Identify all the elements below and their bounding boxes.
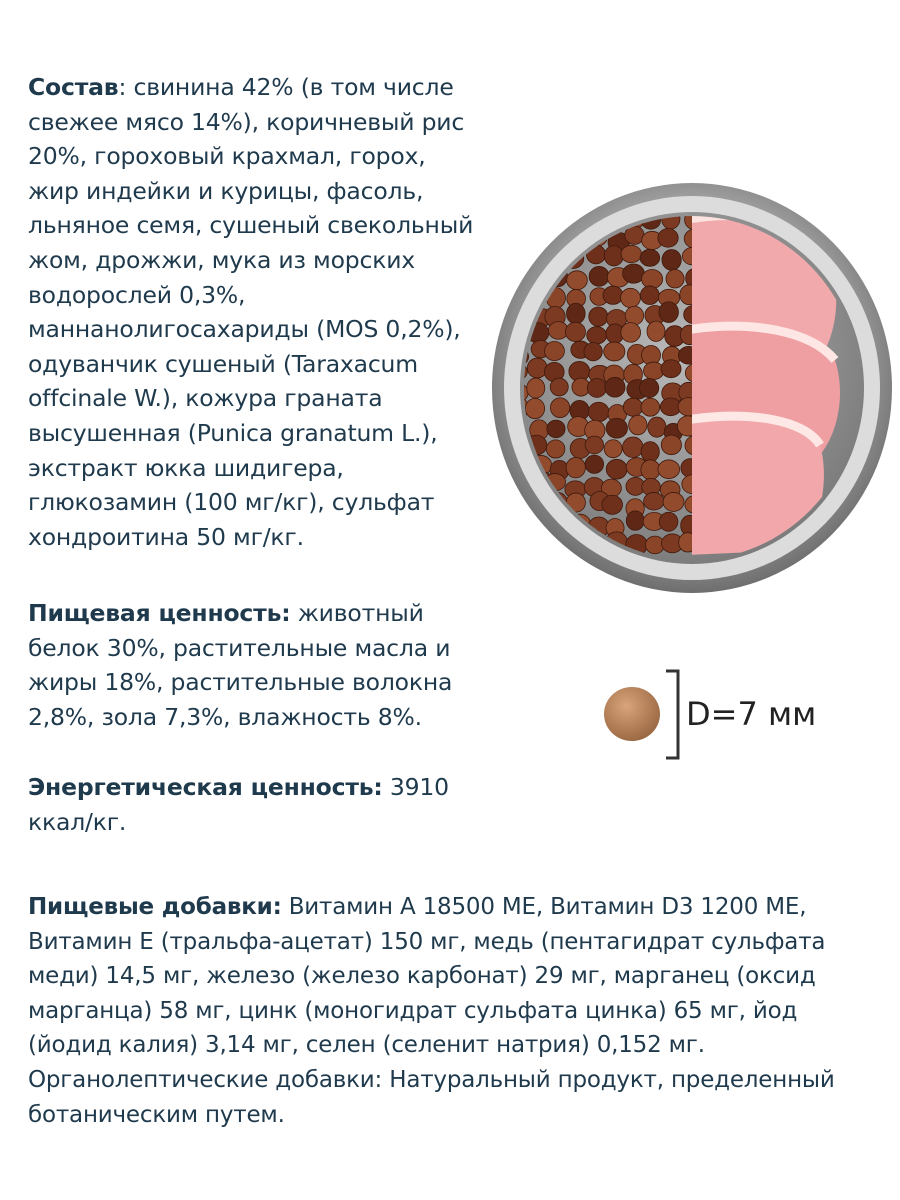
additives-line: ботаническим путем. <box>28 1101 285 1128</box>
additives-line: Витамин Е (тральфа-ацетат) 150 мг, медь (пентагидрат сульфата <box>28 928 826 955</box>
kibble-piece <box>639 379 658 398</box>
kibble-piece <box>528 207 550 226</box>
composition-section <box>28 70 498 554</box>
kibble-piece <box>602 495 623 514</box>
kibble-piece <box>550 398 569 418</box>
kibble-piece <box>603 286 623 304</box>
composition-line: жир индейки и курицы, фасоль, <box>28 176 424 205</box>
kibble-piece <box>621 245 641 262</box>
kibble-piece <box>661 360 681 378</box>
kibble-piece <box>658 228 678 247</box>
nutrition-section <box>28 596 498 734</box>
dimension-bracket <box>666 671 678 758</box>
kibble-piece <box>544 341 564 360</box>
kibble-piece <box>527 358 547 378</box>
kibble-piece <box>567 271 588 290</box>
composition-line: экстракт юкка шидигера, <box>28 453 344 482</box>
kibble-piece <box>604 246 623 266</box>
composition-line: льняное семя, сушеный свекольный <box>28 211 474 240</box>
kibble-diameter-label: D=7 мм <box>686 695 817 733</box>
kibble-piece <box>565 322 585 341</box>
kibble-piece <box>567 303 586 324</box>
kibble-piece <box>546 440 564 458</box>
kibble-piece <box>641 460 660 480</box>
composition-heading: Состав <box>28 73 119 101</box>
kibble-piece <box>659 512 678 531</box>
composition-line: 20%, гороховый крахмал, горох, <box>28 142 426 171</box>
nutrition-line: белок 30%, растительные масла и <box>28 633 451 662</box>
kibble-piece <box>513 517 533 537</box>
kibble-piece <box>527 378 545 398</box>
kibble-piece <box>587 327 607 344</box>
composition-line: маннанолигосахариды (MOS 0,2%), <box>28 315 461 344</box>
kibble-piece <box>626 511 644 530</box>
kibble-piece <box>640 286 659 305</box>
additives-line: (йодид калия) 3,14 мг, селен (селенит натрия) 0,152 мг. <box>28 1032 705 1059</box>
composition-line: высушенная (Punica granatum L.), <box>28 418 438 447</box>
energy-line-1: Энергетическая ценность: 3910 <box>28 773 449 801</box>
kibble-piece <box>606 418 627 438</box>
composition-line: свежее мясо 14%), коричневый рис <box>28 107 465 136</box>
additives-line: марганца) 58 мг, цинк (моногидрат сульфата цинка) 65 мг, йод <box>28 997 798 1024</box>
kibble-piece <box>550 378 568 396</box>
additives-heading: Пищевые добавки: <box>28 894 282 920</box>
kibble-piece <box>625 306 643 325</box>
kibble-piece <box>641 398 660 416</box>
kibble-piece <box>589 307 608 326</box>
composition-line-1: Состав: свинина 42% (в том числе <box>28 73 454 101</box>
kibble-piece <box>605 377 625 397</box>
kibble-piece <box>629 415 647 435</box>
kibble-piece <box>641 442 659 462</box>
nutrition-heading: Пищевая ценность: <box>28 599 291 627</box>
kibble-piece <box>585 436 603 454</box>
additives-line: меди) 14,5 мг, железо (железо карбонат) 29 мг, марганец (оксид <box>28 963 816 990</box>
kibble-piece <box>648 417 666 437</box>
kibble-piece <box>666 270 684 288</box>
composition-line: жом, дрожжи, мука из морских <box>28 245 415 274</box>
kibble-piece <box>604 440 622 458</box>
kibble-piece <box>506 251 528 269</box>
kibble-piece <box>621 288 641 307</box>
kibble-piece <box>525 398 544 418</box>
kibble-piece <box>623 398 642 416</box>
composition-line: водорослей 0,3%, <box>28 280 246 309</box>
kibble-piece <box>662 250 681 271</box>
kibble-piece <box>547 420 565 437</box>
composition-line: глюкозамин (100 мг/кг), сульфат <box>28 488 435 517</box>
kibble-piece <box>532 534 553 552</box>
kibble-piece <box>661 435 681 455</box>
composition-line: одуванчик сушеный (Taraxacum <box>28 349 418 378</box>
kibble-piece <box>623 264 645 283</box>
kibble-piece <box>589 266 609 286</box>
energy-heading: Энергетическая ценность: <box>28 773 383 801</box>
energy-section <box>28 770 498 839</box>
kibble-piece <box>604 342 625 361</box>
kibble-pellet <box>604 687 660 741</box>
nutrition-line-1: Пищевая ценность: животный <box>28 599 424 627</box>
kibble-piece <box>644 492 664 510</box>
kibble-piece <box>642 270 663 289</box>
energy-line: ккал/кг. <box>28 807 127 836</box>
composition-line: offcinale W.), кожура граната <box>28 384 383 413</box>
kibble-piece <box>566 457 585 477</box>
kibble-piece <box>584 342 602 360</box>
additives-line-1: Пищевые добавки: Витамин А 18500 МЕ, Витамин D3 1200 МЕ, <box>28 894 807 920</box>
nutrition-line: жиры 18%, растительные волокна <box>28 668 453 697</box>
kibble-piece <box>640 249 660 266</box>
kibble-piece <box>526 226 546 246</box>
kibble-piece <box>623 437 644 457</box>
kibble-piece <box>546 214 567 231</box>
food-bowl-image <box>480 180 900 610</box>
kibble-piece <box>513 231 532 249</box>
kibble-piece <box>510 531 532 549</box>
kibble-piece <box>585 455 604 473</box>
nutrition-line: 2,8%, зола 7,3%, влажность 8%. <box>28 702 422 731</box>
kibble-piece <box>588 402 609 421</box>
kibble-piece <box>647 321 665 341</box>
kibble-piece <box>511 211 529 229</box>
kibble-piece <box>606 459 627 479</box>
additives-line: Органолептические добавки: Натуральный продукт, пределенный <box>28 1066 835 1093</box>
kibble-piece <box>621 323 641 343</box>
kibble-piece <box>663 492 684 511</box>
additives-section <box>28 890 888 1132</box>
kibble-piece <box>659 302 679 323</box>
kibble-piece <box>658 460 680 479</box>
composition-line: хондроитина 50 мг/кг. <box>28 522 304 551</box>
kibble-piece <box>587 379 606 398</box>
